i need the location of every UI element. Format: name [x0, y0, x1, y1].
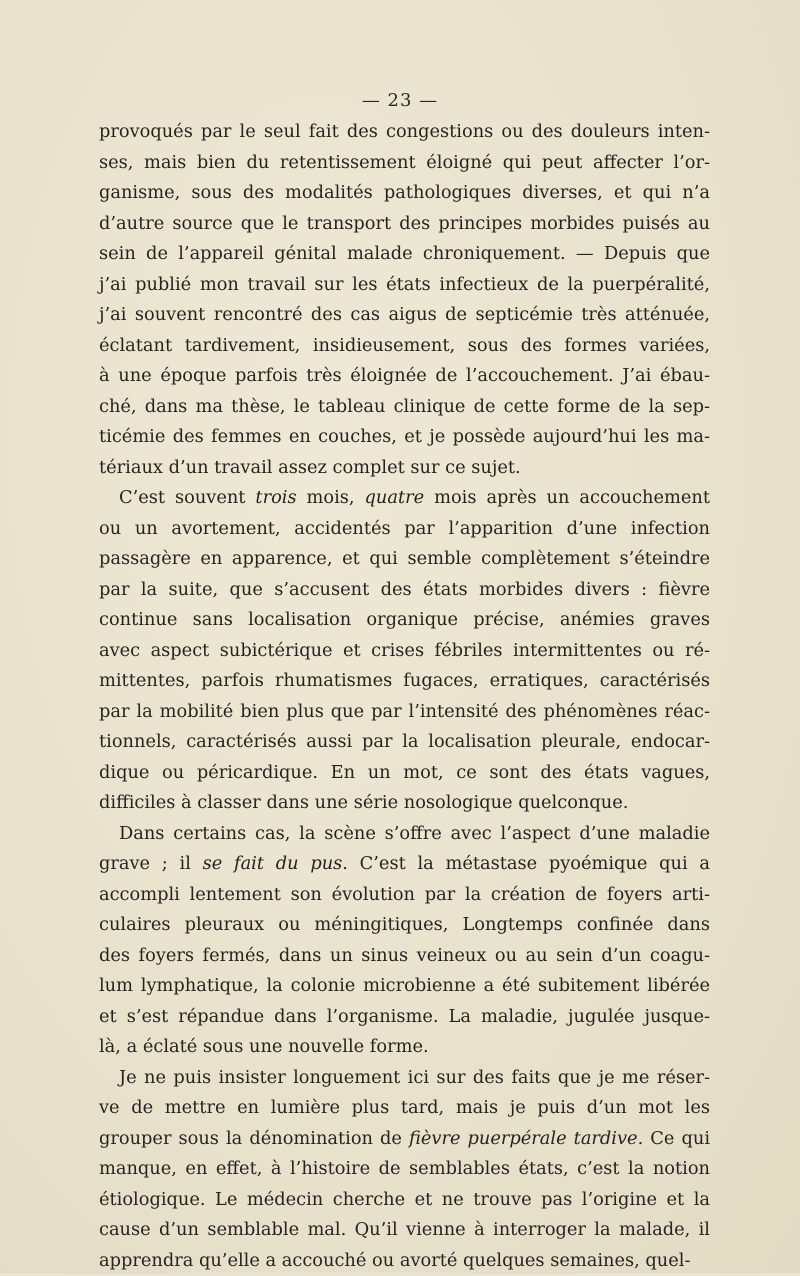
- text-segment: grave ; il: [99, 853, 203, 874]
- text-line: [99, 422, 710, 453]
- text-segment: dique ou péricardique. En un mot, ce sont des états vagues,: [99, 762, 710, 783]
- text-segment: mittentes, parfois rhumatismes fugaces, erratiques, caractérisés: [99, 670, 710, 691]
- text-segment: et s’est répandue dans l’organisme. La maladie, jugulée jusque-: [99, 1006, 710, 1027]
- text-line: [99, 117, 710, 148]
- text-segment: là, a éclaté sous une nouvelle forme.: [99, 1036, 429, 1057]
- text-line: [99, 605, 710, 636]
- page-number: — 23 —: [0, 90, 800, 111]
- italic-text-segment: quatre: [365, 487, 425, 508]
- text-segment: accompli lentement son évolution par la création de foyers arti-: [99, 884, 710, 905]
- text-segment: étiologique. Le médecin cherche et ne trouve pas l’origine et la: [99, 1189, 710, 1210]
- text-line: [99, 1124, 710, 1155]
- body-text: [99, 117, 710, 1276]
- text-segment: sein de l’appareil génital malade chroniquement. — Depuis que: [99, 243, 710, 264]
- text-segment: . C’est la métastase pyoémique qui a: [342, 853, 710, 874]
- text-segment: par la mobilité bien plus que par l’intensité des phénomènes réac-: [99, 701, 710, 722]
- text-segment: lum lymphatique, la colonie microbienne a été subitement libérée: [99, 975, 710, 996]
- text-segment: mois après un accouchement: [424, 487, 710, 508]
- italic-text-segment: trois: [255, 487, 296, 508]
- text-segment: passagère en apparence, et qui semble complètement s’éteindre: [99, 548, 710, 569]
- text-line: [99, 300, 710, 331]
- text-segment: ou un avortement, accidentés par l’apparition d’une infection: [99, 518, 710, 539]
- text-line: [99, 1215, 710, 1246]
- text-segment: Dans certains cas, la scène s’offre avec l’aspect d’une maladie: [119, 823, 710, 844]
- italic-text-segment: se fait du pus: [203, 853, 343, 874]
- text-line: [99, 849, 710, 880]
- text-line: [99, 1185, 710, 1216]
- text-segment: apprendra qu’elle a accouché ou avorté quelques semaines, quel-: [99, 1250, 690, 1271]
- text-segment: continue sans localisation organique précise, anémies graves: [99, 609, 710, 630]
- text-line: [99, 666, 710, 697]
- text-line: [99, 361, 710, 392]
- text-line: [99, 331, 710, 362]
- text-segment: C’est souvent: [119, 487, 255, 508]
- text-line: [99, 971, 710, 1002]
- text-segment: par la suite, que s’accusent des états morbides divers : fièvre: [99, 579, 710, 600]
- text-line: [99, 727, 710, 758]
- text-line: [99, 1154, 710, 1185]
- text-segment: à une époque parfois très éloignée de l’accouchement. J’ai ébau-: [99, 365, 710, 386]
- text-line: [99, 819, 710, 850]
- text-segment: ses, mais bien du retentissement éloigné qui peut affecter l’or-: [99, 152, 710, 173]
- text-segment: tériaux d’un travail assez complet sur ce sujet.: [99, 457, 521, 478]
- text-line: [99, 453, 710, 484]
- text-line: [99, 148, 710, 179]
- text-segment: mois,: [297, 487, 365, 508]
- text-line: [99, 392, 710, 423]
- text-segment: j’ai souvent rencontré des cas aigus de septicémie très atténuée,: [99, 304, 710, 325]
- text-segment: grouper sous la dénomination de: [99, 1128, 409, 1149]
- text-segment: avec aspect subictérique et crises fébriles intermittentes ou ré-: [99, 640, 710, 661]
- text-segment: difficiles à classer dans une série nosologique quelconque.: [99, 792, 628, 813]
- text-segment: culaires pleuraux ou méningitiques, Longtemps confinée dans: [99, 914, 710, 935]
- text-line: [99, 1063, 710, 1094]
- text-segment: . Ce qui: [638, 1128, 710, 1149]
- text-segment: j’ai publié mon travail sur les états infectieux de la puerpéralité,: [99, 274, 710, 295]
- text-line: [99, 544, 710, 575]
- text-line: [99, 941, 710, 972]
- text-line: [99, 788, 710, 819]
- text-segment: cause d’un semblable mal. Qu’il vienne à interroger la malade, il: [99, 1219, 710, 1240]
- text-segment: manque, en effet, à l’histoire de semblables états, c’est la notion: [99, 1158, 710, 1179]
- text-line: [99, 575, 710, 606]
- text-line: [99, 514, 710, 545]
- text-segment: provoqués par le seul fait des congestions ou des douleurs inten-: [99, 121, 710, 142]
- text-line: [99, 239, 710, 270]
- text-line: [99, 910, 710, 941]
- text-line: [99, 178, 710, 209]
- text-segment: Je ne puis insister longuement ici sur des faits que je me réser-: [119, 1067, 710, 1088]
- text-line: [99, 209, 710, 240]
- italic-text-segment: fièvre puerpérale tardive: [409, 1128, 638, 1149]
- text-segment: ché, dans ma thèse, le tableau clinique de cette forme de la sep-: [99, 396, 710, 417]
- text-segment: éclatant tardivement, insidieusement, sous des formes variées,: [99, 335, 710, 356]
- text-line: [99, 483, 710, 514]
- text-line: [99, 1093, 710, 1124]
- text-line: [99, 1002, 710, 1033]
- text-line: [99, 636, 710, 667]
- text-segment: ve de mettre en lumière plus tard, mais je puis d’un mot les: [99, 1097, 710, 1118]
- text-segment: ganisme, sous des modalités pathologiques diverses, et qui n’a: [99, 182, 710, 203]
- text-segment: des foyers fermés, dans un sinus veineux ou au sein d’un coagu-: [99, 945, 710, 966]
- text-segment: ticémie des femmes en couches, et je possède aujourd’hui les ma-: [99, 426, 710, 447]
- text-line: [99, 697, 710, 728]
- text-segment: d’autre source que le transport des principes morbides puisés au: [99, 213, 710, 234]
- text-line: [99, 1032, 710, 1063]
- text-line: [99, 1246, 710, 1276]
- text-segment: tionnels, caractérisés aussi par la localisation pleurale, endocar-: [99, 731, 710, 752]
- text-line: [99, 270, 710, 301]
- text-line: [99, 880, 710, 911]
- text-line: [99, 758, 710, 789]
